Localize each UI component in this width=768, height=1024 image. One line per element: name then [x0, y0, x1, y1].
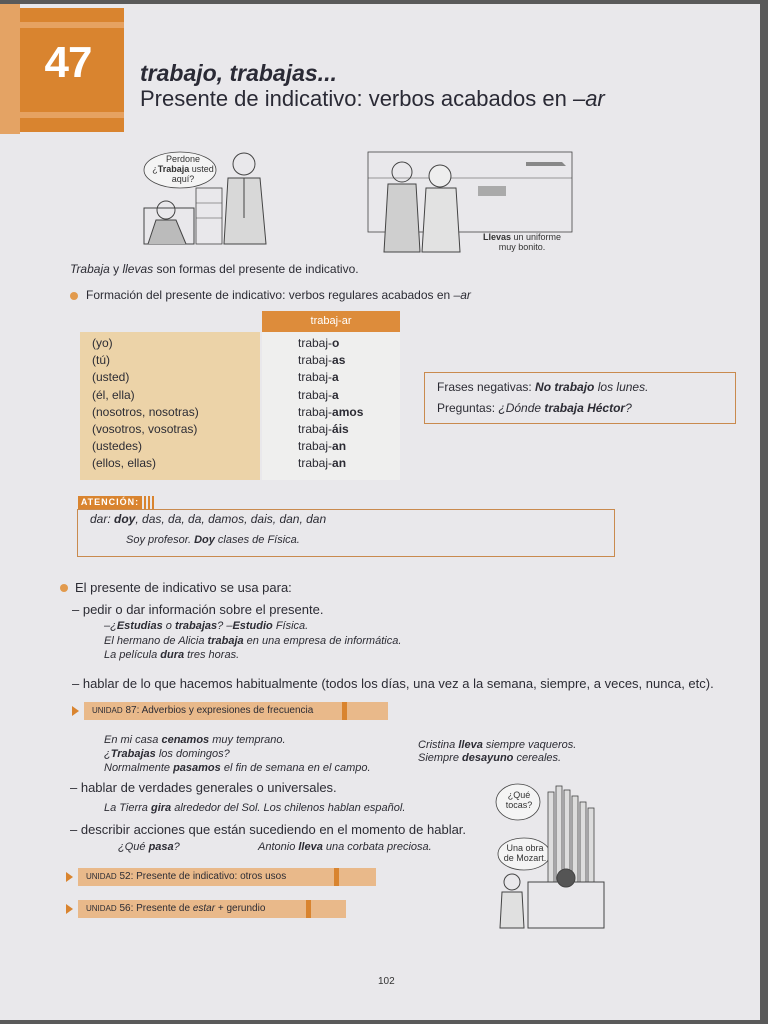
bullet-icon — [70, 292, 78, 300]
textbook-page — [0, 4, 760, 1020]
pronoun-cell: (él, ella) — [92, 387, 135, 402]
intro-text: Trabaja y llevas son formas del presente de indicativo. — [70, 262, 359, 276]
example-line: En mi casa cenamos muy temprano. — [104, 734, 286, 746]
arrow-icon — [72, 706, 79, 716]
example-line: Cristina lleva siempre vaqueros. — [418, 739, 577, 751]
example-line: ¿Trabajas los domingos? — [104, 748, 230, 760]
verb-stem: trabaj- — [298, 456, 333, 471]
unit-bar-marker — [334, 868, 339, 886]
unit-56-reference[interactable]: UNIDAD 56: Presente de estar + gerundio — [78, 900, 346, 918]
example-line: Normalmente pasamos el fin de semana en el campo. — [104, 762, 371, 774]
verb-form-cell — [298, 353, 345, 367]
arrow-icon — [66, 904, 73, 914]
unit-52-reference[interactable]: UNIDAD 52: Presente de indicativo: otros usos — [78, 868, 376, 886]
page-edge-stripe — [0, 4, 20, 134]
cartoon2-speech-bubble: Llevas un uniforme muy bonito. — [482, 232, 562, 252]
uses-heading: El presente de indicativo se usa para: — [75, 580, 292, 595]
verb-form-cell — [298, 370, 339, 384]
example-line: El hermano de Alicia trabaja en una empresa de informática. — [104, 635, 402, 647]
pronoun-cell: (nosotros, nosotras) — [92, 404, 199, 419]
verb-stem: trabaj- — [298, 336, 333, 350]
example-line: –¿Estudias o trabajas? –Estudio Física. — [104, 620, 309, 632]
example-line: La película dura tres horas. — [104, 649, 240, 661]
verb-ending: a — [332, 370, 339, 385]
verb-ending: as — [332, 353, 346, 368]
pronoun-cell: (usted) — [92, 370, 130, 385]
use-2: – hablar de lo que hacemos habitualmente (todos los días, una vez a la semana, siempre, a veces, nunca, etc). — [72, 676, 714, 691]
verb-ending: áis — [332, 422, 349, 436]
verb-form-cell — [298, 422, 349, 436]
verb-stem: trabaj- — [298, 439, 333, 454]
verb-stem: trabaj- — [298, 387, 333, 402]
pronoun-cell: (yo) — [92, 336, 113, 350]
attention-label: ATENCIÓN: — [78, 496, 142, 509]
verb-ending: an — [332, 456, 347, 471]
negatives-questions-box: Frases negativas: No trabajo los lunes. Preguntas: ¿Dónde trabaja Héctor? — [424, 372, 736, 424]
verb-ending: amos — [332, 404, 364, 419]
attention-box: dar: doy, das, da, da, damos, dais, dan, dan Soy profesor. Doy clases de Física. — [77, 509, 615, 557]
unit-subtitle: Presente de indicativo: verbos acabados en –ar — [140, 86, 605, 111]
page-number: 102 — [378, 976, 395, 987]
chapter-number-box — [20, 8, 124, 132]
formation-heading: Formación del presente de indicativo: verbos regulares acabados en –ar — [86, 288, 471, 302]
bullet-icon — [60, 584, 68, 592]
verb-ending: o — [332, 336, 340, 350]
verb-form-cell — [298, 405, 363, 419]
pronoun-cell: (vosotros, vosotras) — [92, 422, 198, 436]
verb-ending: an — [332, 439, 347, 454]
unit-bar-marker — [306, 900, 311, 918]
verb-stem: trabaj- — [298, 353, 333, 368]
pronoun-cell: (ellos, ellas) — [92, 456, 157, 471]
pronoun-cell: (tú) — [92, 353, 110, 368]
arrow-icon — [66, 872, 73, 882]
use-3: – hablar de verdades generales o universales. — [70, 780, 337, 795]
verb-form-cell — [298, 439, 346, 453]
chapter-number: 47 — [44, 38, 92, 87]
example-line: Antonio lleva una corbata preciosa. — [258, 841, 432, 853]
unit-title: trabajo, trabajas... — [140, 60, 337, 86]
verb-stem: trabaj- — [298, 370, 333, 385]
pronoun-cell: (ustedes) — [92, 439, 143, 454]
attention-label-stripes — [144, 496, 156, 509]
unit-87-reference[interactable]: UNIDAD 87: Adverbios y expresiones de frecuencia — [84, 702, 388, 720]
example-line: ¿Qué pasa? — [118, 841, 180, 853]
verb-stem: trabaj- — [298, 422, 333, 436]
cartoon3-question-bubble: ¿Qué tocas? — [505, 790, 533, 810]
unit-bar-marker — [342, 702, 347, 720]
use-4: – describir acciones que están sucediendo en el momento de hablar. — [70, 822, 467, 837]
verb-ending: a — [332, 387, 339, 402]
verb-form-cell — [298, 388, 339, 402]
use-1: – pedir o dar información sobre el presente. — [72, 602, 324, 617]
cartoon1-speech-bubble: Perdone ¿Trabaja usted aquí? — [152, 154, 214, 184]
verb-stem: trabaj- — [298, 404, 333, 419]
conjugation-header: trabaj-ar — [262, 311, 400, 332]
verb-form-cell — [298, 336, 339, 350]
example-line: Siempre desayuno cereales. — [418, 752, 562, 764]
cartoon3-answer-bubble: Una obra de Mozart. — [503, 843, 547, 863]
verb-form-cell — [298, 456, 346, 470]
example-line: La Tierra gira alrededor del Sol. Los chilenos hablan español. — [104, 802, 406, 814]
